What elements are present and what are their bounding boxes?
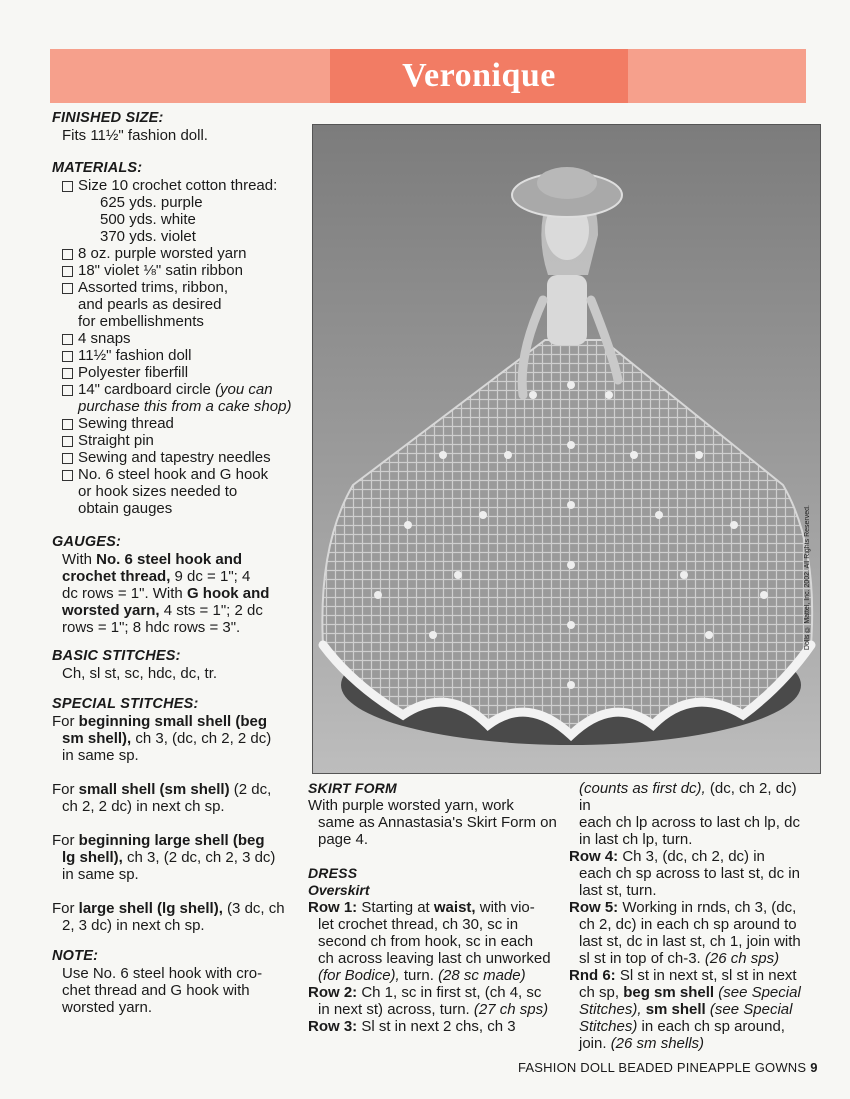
checkbox-icon [62,351,73,362]
material-continuation: obtain gauges [78,500,173,517]
special-stitches-heading: SPECIAL STITCHES: [52,696,199,712]
row-4: Row 4: Ch 3, (dc, ch 2, dc) in each ch sp across to last st, dc in last st, turn. [569,848,800,899]
round-6: Rnd 6: Sl st in next st, sl st in next ch sp, beg sm shell (see Special Stitches), sm shell (see Special Stitches) in each ch sp around, join. (26 sm shells) [569,967,801,1052]
material-item: Polyester fiberfill [52,364,314,381]
checkbox-icon [62,453,73,464]
material-item: 14" cardboard circle (you can [52,381,314,398]
row-5: Row 5: Working in rnds, ch 3, (dc, ch 2, dc) in each ch sp around to last st, dc in last st, ch 1, join with sl st in top of ch-3. (26 ch sps) [569,899,801,967]
checkbox-icon [62,249,73,260]
basic-stitches-text: Ch, sl st, sc, hdc, dc, tr. [62,665,218,682]
material-item: Assorted trims, ribbon, [52,279,314,296]
skirt-form-text: With purple worsted yarn, work same as Annastasia's Skirt Form on page 4. [308,797,557,848]
left-column [52,110,314,1016]
special-stitch-beg-sm-shell: For beginning small shell (beg sm shell), ch 3, (dc, ch 2, 2 dc) in same sp. [52,713,272,764]
gauges-text: With No. 6 steel hook and crochet thread, 9 dc = 1"; 4 dc rows = 1". With G hook and worsted yarn, 4 sts = 1"; 2 dc rows = 1"; 8 hdc rows = 3". [62,551,270,636]
skirt-form-heading: SKIRT FORM [308,780,397,796]
row-3: Row 3: Sl st in next 2 chs, ch 3 [308,1018,516,1035]
material-item: Size 10 crochet cotton thread: [52,177,314,194]
note-text: Use No. 6 steel hook with cro- chet thread and G hook with worsted yarn. [62,965,263,1016]
page-footer [518,1060,818,1075]
crochet-gown-illustration [313,125,820,773]
material-item: 11½" fashion doll [52,347,314,364]
special-stitch-sm-shell: For small shell (sm shell) (2 dc, ch 2, 2 dc) in next ch sp. [52,781,272,815]
basic-stitches-heading: BASIC STITCHES: [52,648,181,664]
finished-size-text: Fits 11½" fashion doll. [62,127,208,144]
material-item: Straight pin [52,432,314,449]
book-title: FASHION DOLL BEADED PINEAPPLE GOWNS [518,1060,807,1075]
checkbox-icon [62,419,73,430]
special-stitch-lg-shell: For large shell (lg shell), (3 dc, ch 2, 3 dc) in next ch sp. [52,900,285,934]
material-continuation: purchase this from a cake shop) [78,398,292,415]
doll-gown-photo [312,124,821,774]
special-stitch-beg-lg-shell: For beginning large shell (beg lg shell), ch 3, (2 dc, ch 2, 3 dc) in same sp. [52,832,276,883]
material-continuation: and pearls as desired [78,296,222,313]
material-continuation: or hook sizes needed to [78,483,238,500]
checkbox-icon [62,181,73,192]
checkbox-icon [62,283,73,294]
checkbox-icon [62,368,73,379]
row-3-continued: (counts as first dc), (dc, ch 2, dc) in each ch lp across to last ch lp, dc in last ch lp, turn. [579,780,800,848]
photo-credit: Dolls © Mattel, Inc. 2002. All Rights Reserved. [804,505,811,651]
title-panel [330,49,628,103]
row-1: Row 1: Starting at waist, with vio- let crochet thread, ch 30, sc in second ch from hook, sc in each ch across leaving last ch unworked (for Bodice), turn. (28 sc made) [308,899,551,984]
checkbox-icon [62,385,73,396]
materials-heading: MATERIALS: [52,160,143,176]
material-item: 4 snaps [52,330,314,347]
row-2: Row 2: Ch 1, sc in first st, (ch 4, sc in next st) across, turn. (27 ch sps) [308,984,549,1018]
material-item: 8 oz. purple worsted yarn [52,245,314,262]
material-continuation: for embellishments [78,313,204,330]
material-item: Sewing thread [52,415,314,432]
checkbox-icon [62,266,73,277]
checkbox-icon [62,470,73,481]
page-title: Veronique [402,57,556,94]
overskirt-heading: Overskirt [308,882,370,898]
middle-column [308,780,570,1035]
thread-color: 370 yds. violet [100,228,196,245]
material-item: Sewing and tapestry needles [52,449,314,466]
header-band [50,49,806,103]
thread-color: 625 yds. purple [100,194,203,211]
finished-size-heading: FINISHED SIZE: [52,110,164,126]
gauges-heading: GAUGES: [52,534,122,550]
checkbox-icon [62,436,73,447]
material-item: No. 6 steel hook and G hook [52,466,314,483]
note-heading: NOTE: [52,948,99,964]
checkbox-icon [62,334,73,345]
material-item: 18" violet ⅛" satin ribbon [52,262,314,279]
right-column [569,780,809,1052]
dress-heading: DRESS [308,865,358,881]
page-number: 9 [810,1060,818,1075]
thread-color: 500 yds. white [100,211,196,228]
